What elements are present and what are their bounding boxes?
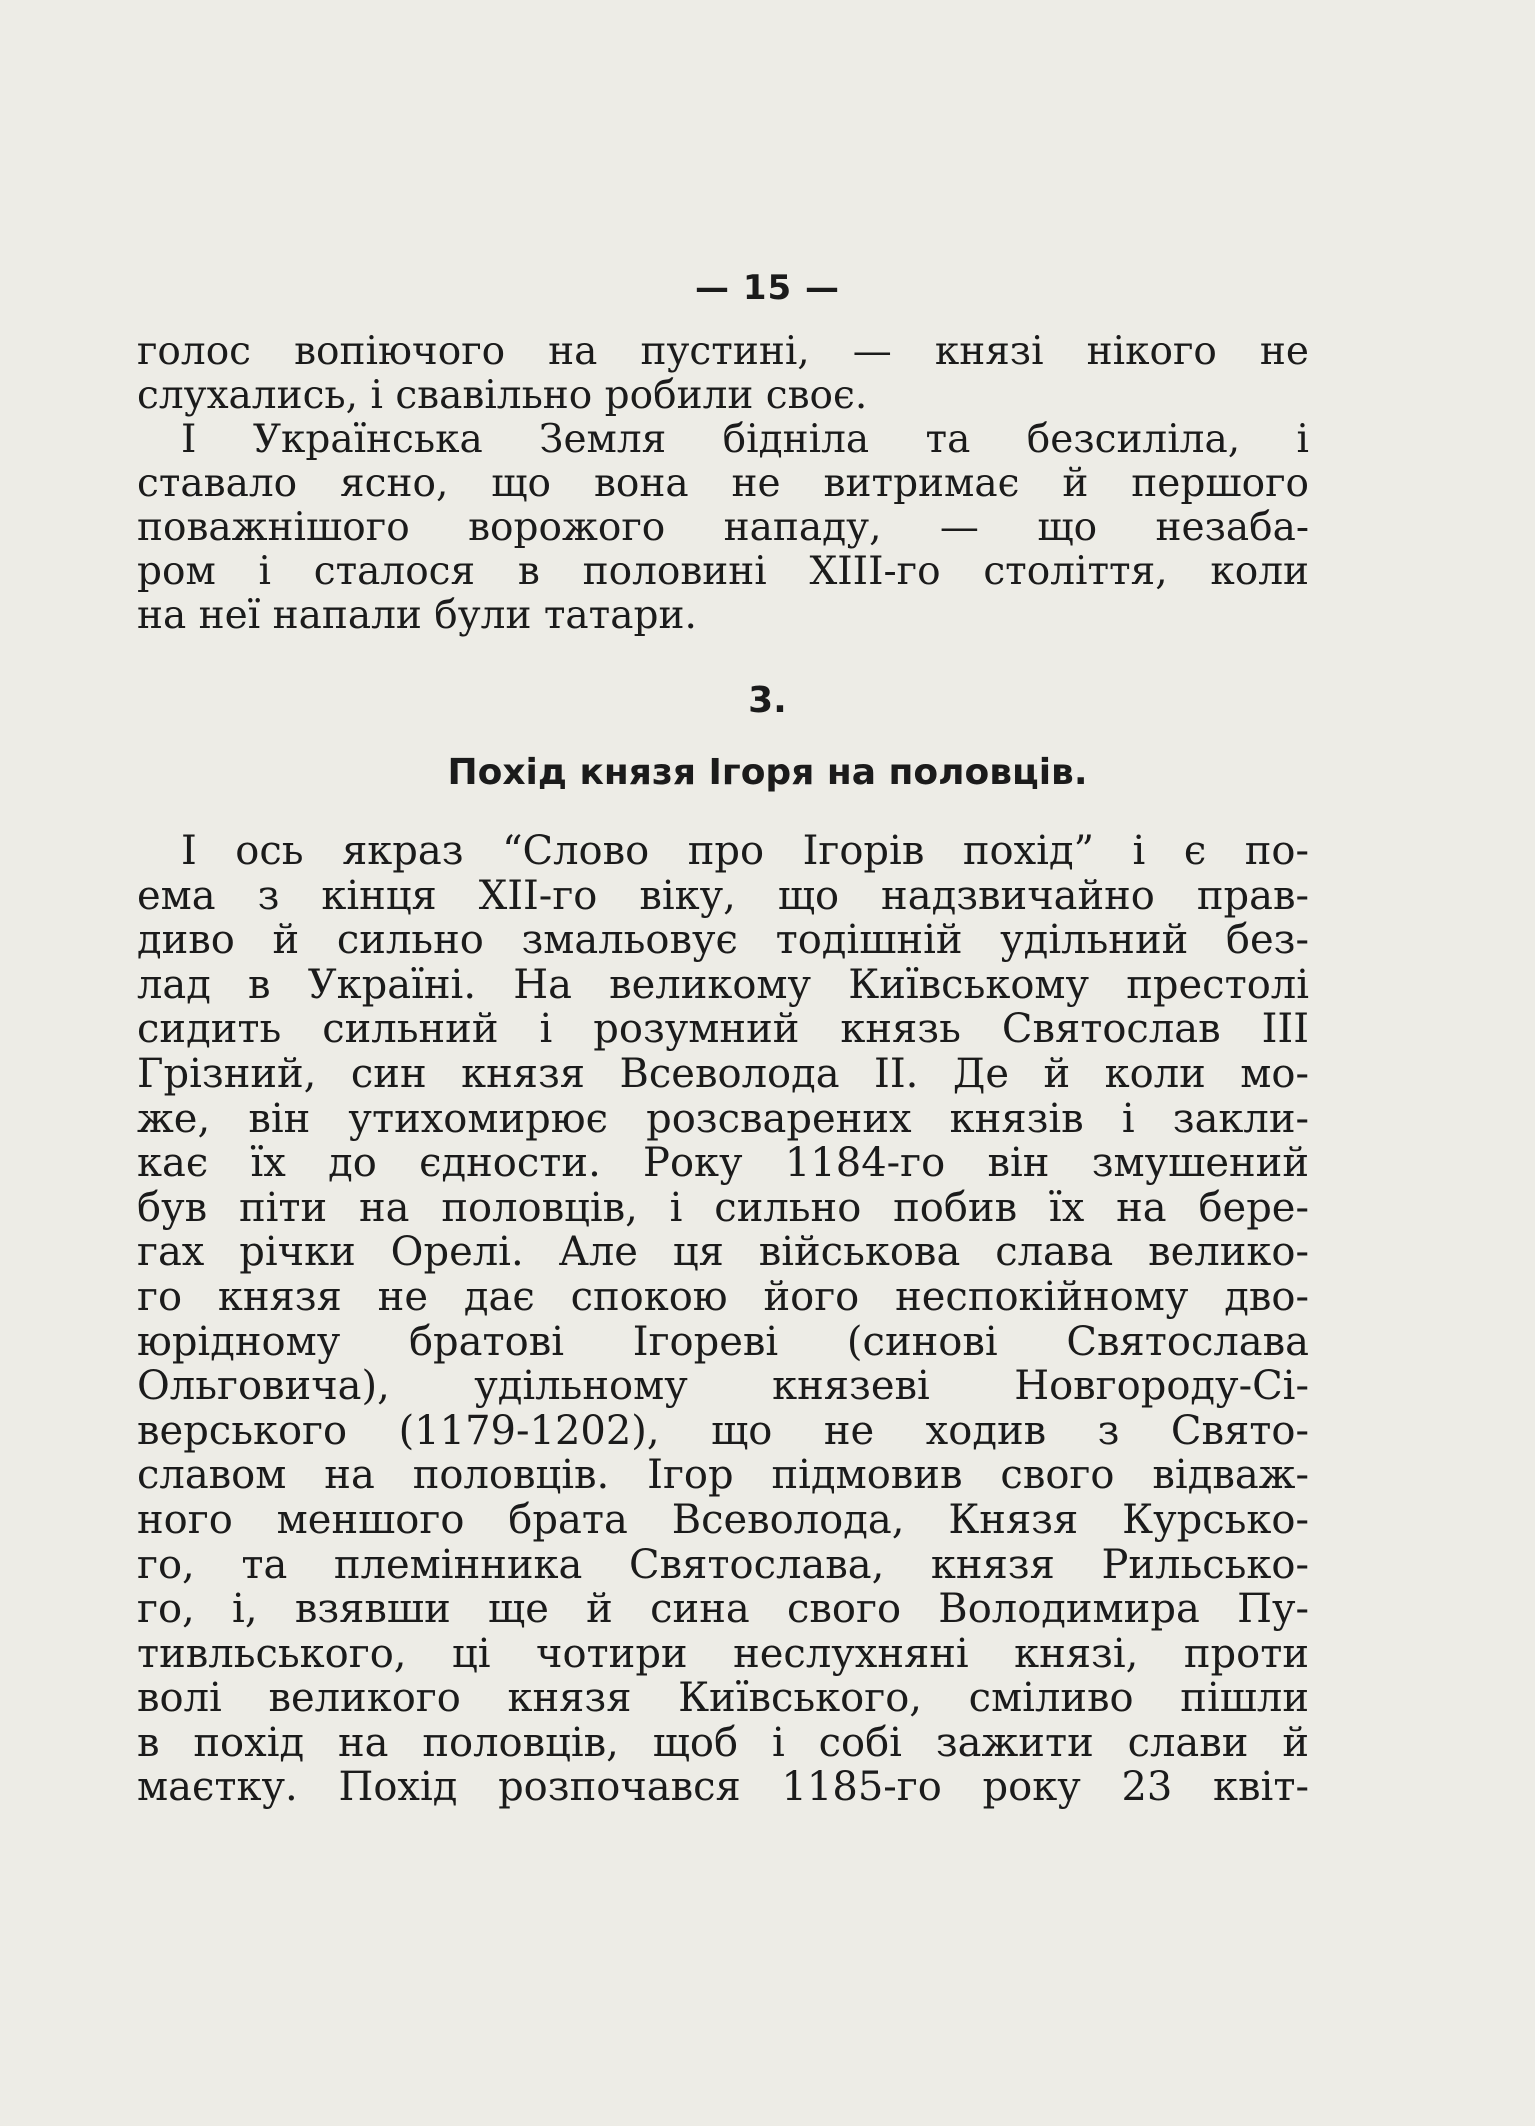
top-paragraph [137,330,1309,638]
text-line: слухались, і свавільно робили своє. [137,373,868,418]
text-line: гах річки Орелі. Але ця військова слава велико- [137,1229,1309,1276]
text-line: Грізний, син князя Всеволода II. Де й коли мо- [137,1050,1309,1097]
text-line: сидить сильний і розумний князь Святослав III [137,1006,1309,1053]
text-line: юрідному братові Ігореві (синові Святослава [137,1318,1309,1365]
text-line: маєтку. Похід розпочався 1185-го року 23 квіт- [137,1764,1309,1811]
text-line: го, та племінника Святослава, князя Рильсько- [137,1541,1309,1588]
section-number: 3. [748,680,787,721]
text-line: ром і сталося в половині XIII-го століття, коли [137,549,1309,594]
text-line: волі великого князя Київського, сміливо пішли [137,1675,1309,1722]
main-paragraph [137,829,1309,1810]
text-line: славом на половців. Ігор підмовив свого відваж- [137,1452,1309,1499]
text-line: І ось якраз “Слово про Ігорів похід” і є по- [181,828,1309,874]
text-line: лад в Україні. На великому Київському престолі [137,961,1309,1008]
text-line: же, він утихомирює розсварених князів і закли- [137,1095,1309,1142]
section-title: Похід князя Ігоря на половців. [447,752,1088,793]
text-line: ставало ясно, що вона не витримає й першого [137,461,1309,506]
text-line: го князя не дає спокою його неспокійному дво- [137,1273,1309,1320]
text-line: ема з кінця XII-го віку, що надзвичайно прав- [137,872,1309,919]
text-line: верського (1179-1202), що не ходив з Свято- [137,1407,1309,1454]
text-line: го, і, взявши ще й сина свого Володимира Пу- [137,1586,1309,1633]
text-line: на неї напали були татари. [137,593,697,638]
text-line: в похід на половців, щоб і собі зажити слави й [137,1719,1309,1766]
text-line: кає їх до єдности. Року 1184-го він змушений [137,1140,1309,1187]
text-line: І Українська Земля бідніла та безсиліла, і [181,417,1309,462]
text-line: Ольговича), удільному князеві Новгороду-Сі- [137,1363,1309,1410]
page-number: — 15 — [695,268,840,308]
text-line: тивльського, ці чотири неслухняні князі, проти [137,1630,1309,1677]
text-line: поважнішого ворожого нападу, — що незаба- [137,505,1309,550]
text-line: диво й сильно змальовує тодішній удільний без- [137,917,1309,964]
text-line: голос вопіючого на пустині, — князі нікого не [137,329,1309,374]
text-line: ного меншого брата Всеволода, Князя Курсько- [137,1496,1309,1543]
text-line: був піти на половців, і сильно побив їх на бере- [137,1184,1309,1231]
